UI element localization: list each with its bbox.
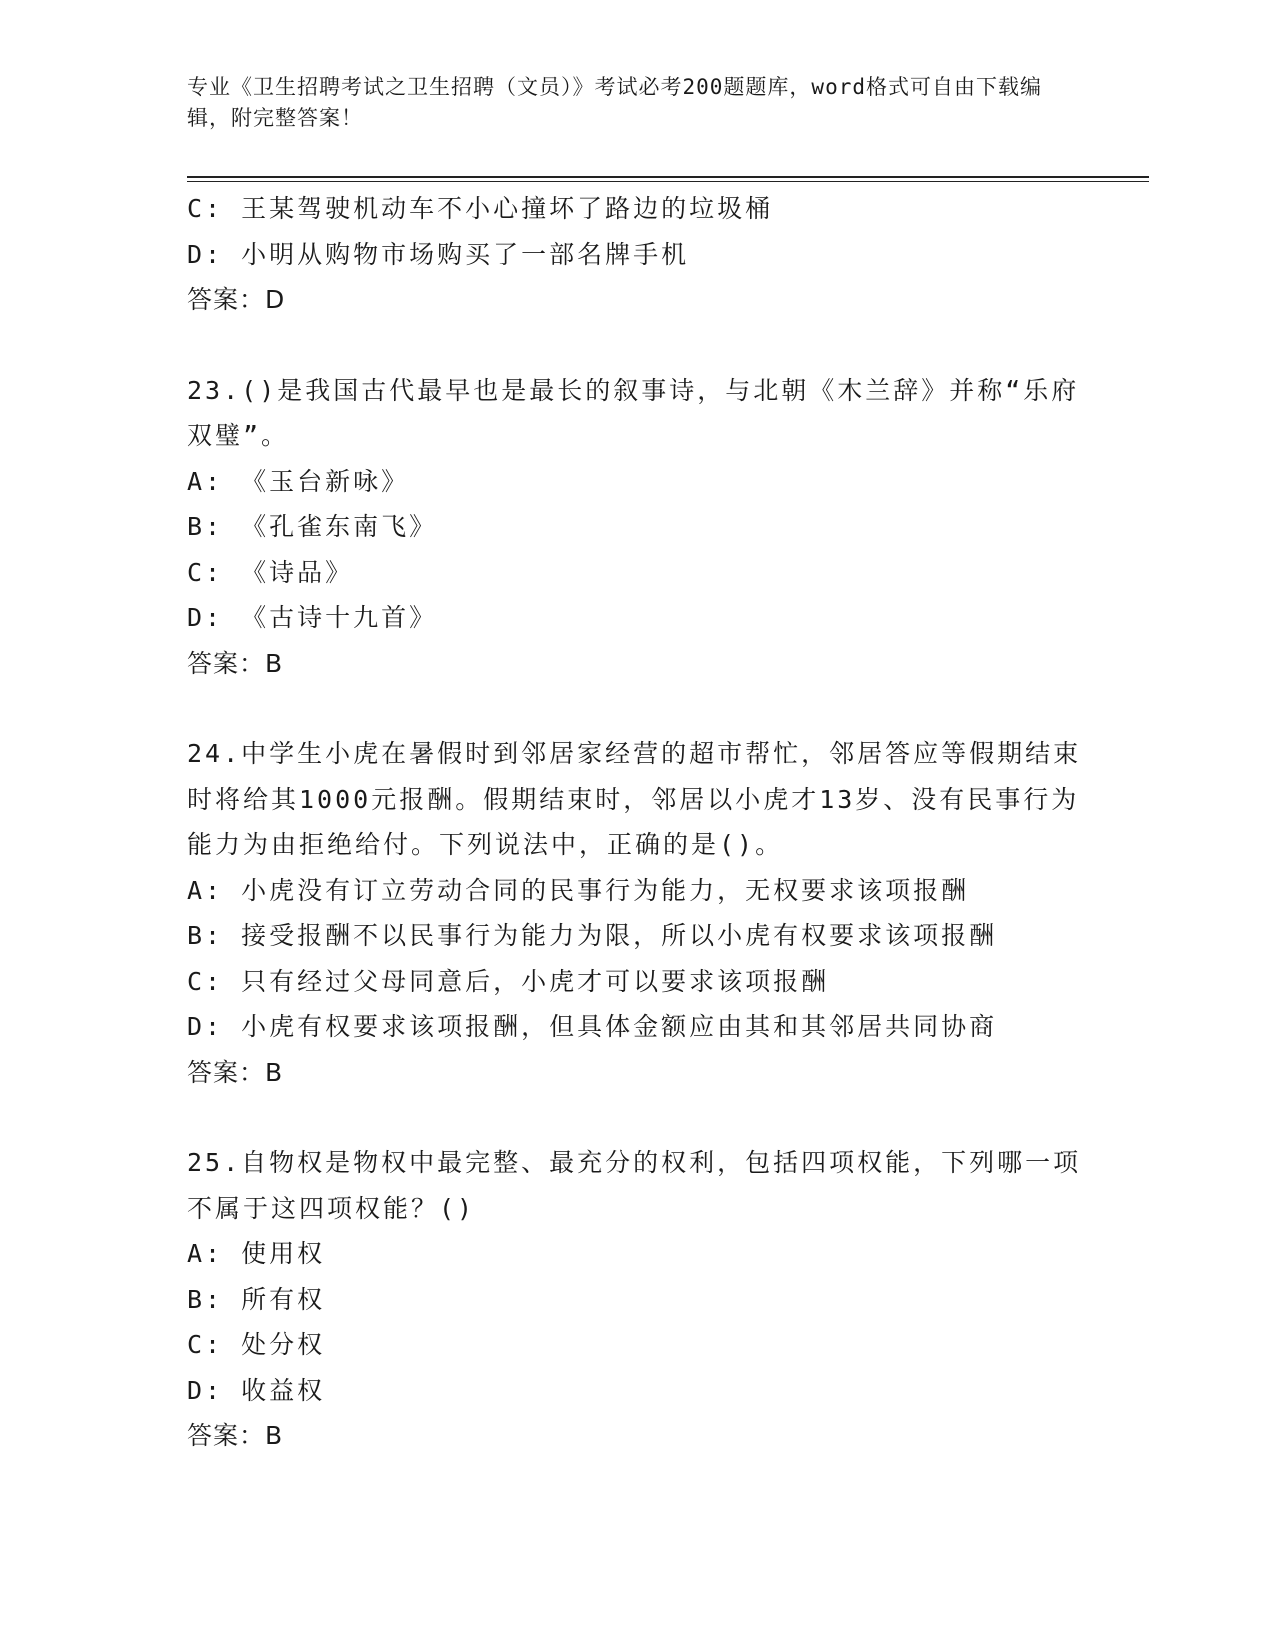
q22-option-d: D: 小明从购物市场购买了一部名牌手机	[187, 239, 690, 269]
q24-answer: 答案：B	[187, 1057, 284, 1087]
spacer	[187, 1095, 1087, 1140]
q25-option-a: A: 使用权	[187, 1239, 326, 1268]
q25-option-c: C: 处分权	[187, 1330, 326, 1359]
q23-option-d: D: 《古诗十九首》	[187, 603, 438, 632]
spacer	[187, 323, 1087, 368]
q25-option-b: B: 所有权	[187, 1284, 326, 1314]
q25-answer: 答案：B	[187, 1421, 284, 1450]
header-divider-thin	[187, 181, 1149, 182]
q23-stem: 23.()是我国古代最早也是最长的叙事诗，与北朝《木兰辞》并称“乐府双璧”。	[187, 375, 1080, 450]
q25-option-d: D: 收益权	[187, 1375, 326, 1405]
q22-answer: 答案：D	[187, 285, 286, 314]
header-divider-thick	[187, 176, 1149, 178]
q24-option-a: A: 小虎没有订立劳动合同的民事行为能力，无权要求该项报酬	[187, 875, 970, 905]
question-content	[187, 186, 1087, 1459]
spacer	[187, 686, 1087, 731]
q24-option-d: D: 小虎有权要求该项报酬，但具体金额应由其和其邻居共同协商	[187, 1012, 998, 1041]
q24-option-c: C: 只有经过父母同意后，小虎才可以要求该项报酬	[187, 966, 830, 996]
q23-option-b: B: 《孔雀东南飞》	[187, 512, 438, 541]
q25-stem: 25.自物权是物权中最完整、最充分的权利，包括四项权能，下列哪一项不属于这四项权能？()	[187, 1148, 1082, 1223]
q23-option-c: C: 《诗品》	[187, 557, 354, 587]
q24-stem: 24.中学生小虎在暑假时到邻居家经营的超市帮忙，邻居答应等假期结束时将给其1000元报酬。假期结束时，邻居以小虎才13岁、没有民事行为能力为由拒绝给付。下列说法中，正确的是()。	[187, 739, 1082, 859]
q24-option-b: B: 接受报酬不以民事行为能力为限，所以小虎有权要求该项报酬	[187, 921, 998, 950]
document-header: 专业《卫生招聘考试之卫生招聘（文员）》考试必考200题题库，word格式可自由下载编辑，附完整答案！	[187, 75, 1042, 130]
q22-option-c: C: 王某驾驶机动车不小心撞坏了路边的垃圾桶	[187, 194, 774, 223]
q23-answer: 答案：B	[187, 648, 284, 678]
q23-option-a: A: 《玉台新咏》	[187, 466, 410, 496]
